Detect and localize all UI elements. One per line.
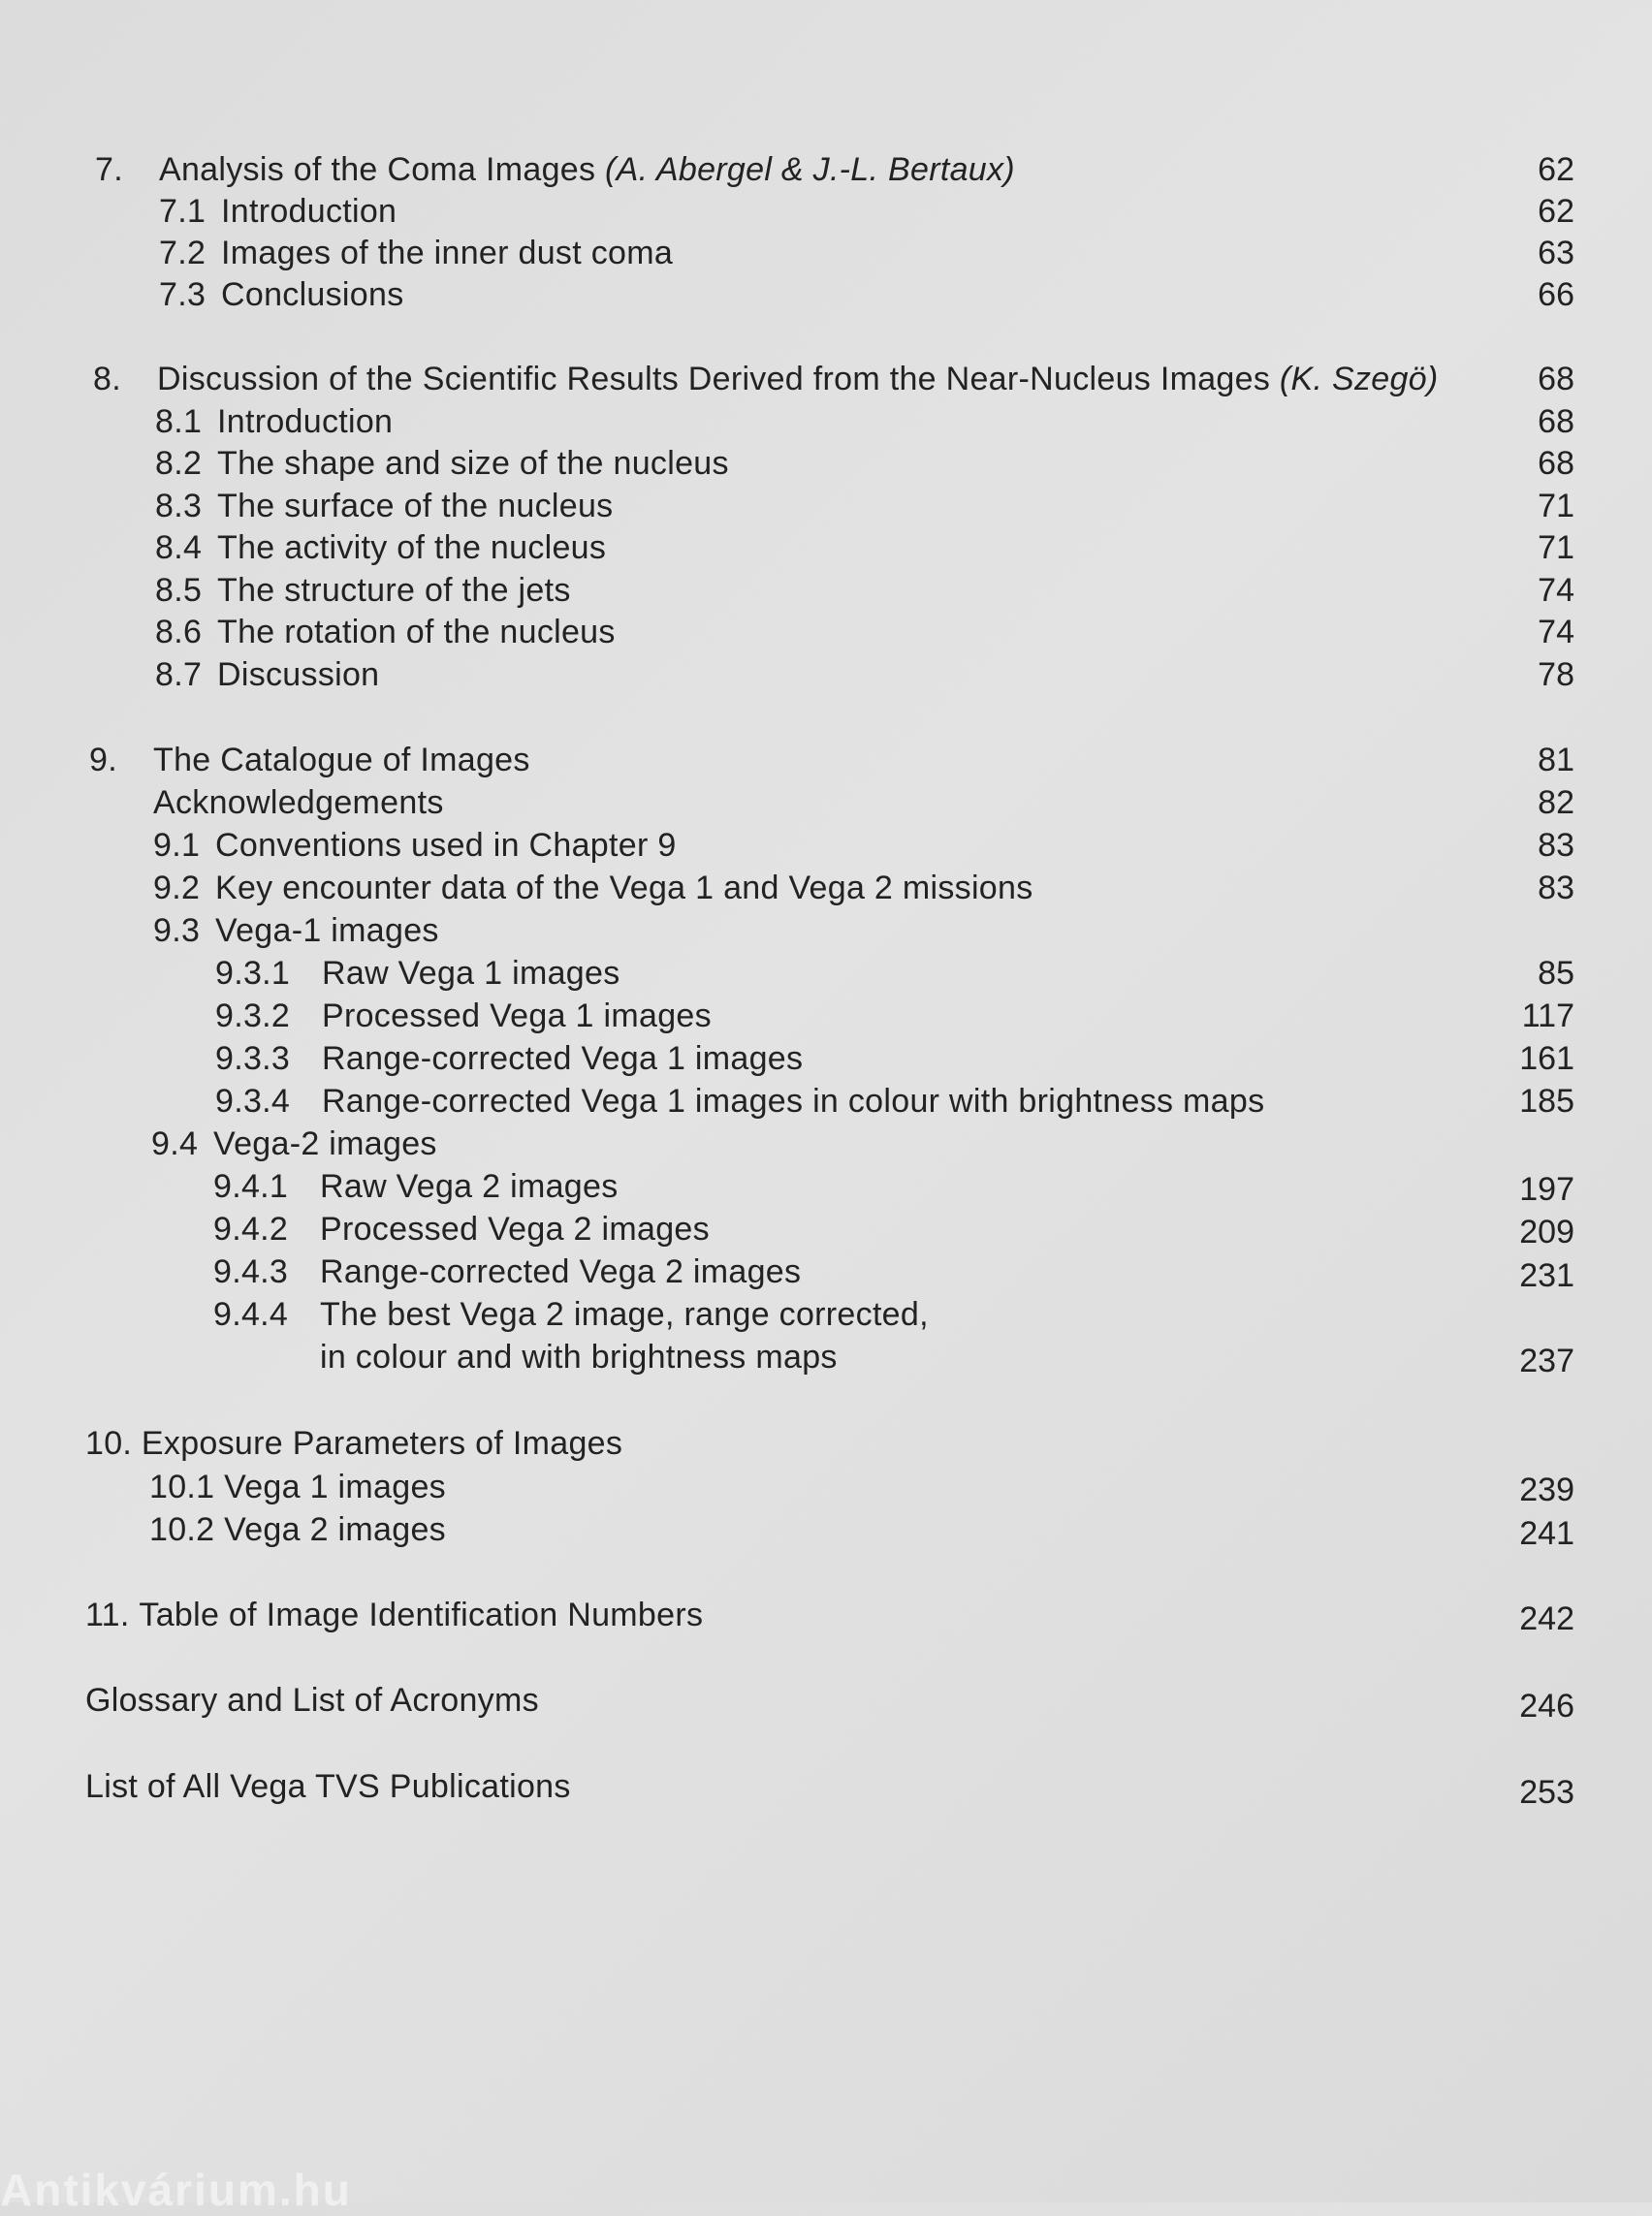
entry-title: Conclusions	[221, 276, 404, 313]
entry-title: Vega-1 images	[215, 912, 439, 949]
toc-entry-7-2	[159, 234, 673, 272]
entry-page: 83	[1538, 827, 1574, 864]
toc-entry-8	[93, 360, 1439, 398]
toc-entry-8-6	[155, 613, 616, 651]
toc-entry-8-7	[155, 655, 379, 694]
entry-title: Exposure Parameters of Images	[141, 1425, 623, 1462]
toc-entry-10	[85, 1424, 622, 1463]
entry-title: Vega 1 images	[224, 1469, 446, 1505]
toc-entry-9-3-3	[215, 1039, 803, 1078]
entry-number: 7.3	[159, 276, 206, 313]
toc-entry-acknowledgements	[153, 783, 444, 822]
entry-page: 68	[1538, 445, 1574, 482]
entry-page: 63	[1538, 235, 1574, 271]
entry-number: 7.	[95, 151, 123, 188]
entry-title: Introduction	[221, 193, 397, 230]
entry-number: 8.4	[155, 529, 203, 566]
toc-entry-9-3-1	[215, 954, 620, 993]
entry-author: (K. Szegö)	[1279, 361, 1439, 397]
entry-number: 9.4.2	[213, 1211, 289, 1248]
entry-title: The rotation of the nucleus	[217, 614, 616, 650]
entry-author: (A. Abergel & J.-L. Bertaux)	[605, 151, 1015, 188]
entry-page: 83	[1538, 870, 1574, 906]
entry-page: 82	[1538, 784, 1574, 821]
entry-page: 117	[1521, 997, 1574, 1034]
entry-number: 9.2	[153, 870, 201, 906]
entry-number: 9.3.4	[215, 1083, 291, 1120]
entry-number: 8.3	[155, 488, 203, 524]
toc-entry-9-1	[153, 826, 677, 865]
entry-number: 10.1	[149, 1469, 215, 1505]
entry-title: Processed Vega 1 images	[322, 997, 712, 1034]
entry-title: Discussion	[217, 656, 380, 693]
entry-title: Discussion of the Scientific Results Derived from the Near-Nucleus Images	[157, 361, 1280, 397]
entry-page: 241	[1519, 1515, 1574, 1552]
entry-title: Introduction	[217, 403, 394, 440]
entry-page: 74	[1538, 572, 1574, 609]
entry-number: 11.	[85, 1597, 130, 1633]
entry-page: 239	[1519, 1472, 1574, 1508]
entry-title: Analysis of the Coma Images	[159, 151, 606, 188]
toc-entry-9-4-3	[213, 1252, 801, 1291]
toc-entry-publications	[85, 1767, 571, 1806]
entry-number: 9.4.1	[213, 1168, 289, 1205]
entry-title: Range-corrected Vega 1 images	[322, 1040, 804, 1077]
entry-title: Table of Image Identification Numbers	[139, 1597, 704, 1633]
entry-title: The structure of the jets	[217, 572, 571, 609]
entry-page: 62	[1538, 193, 1574, 230]
entry-title: The best Vega 2 image, range corrected,	[320, 1296, 929, 1333]
toc-entry-9-2	[153, 869, 1033, 907]
entry-page: 209	[1519, 1214, 1574, 1250]
toc-entry-9-3-2	[215, 997, 712, 1035]
entry-page: 85	[1538, 955, 1574, 992]
entry-page: 66	[1538, 276, 1574, 313]
entry-page: 81	[1538, 742, 1574, 778]
entry-title: in colour and with brightness maps	[320, 1339, 838, 1376]
entry-title: The activity of the nucleus	[217, 529, 607, 566]
entry-title: Images of the inner dust coma	[221, 235, 674, 271]
entry-number: 9.3.2	[215, 997, 291, 1034]
entry-number: 7.1	[159, 193, 206, 230]
entry-page: 68	[1538, 361, 1574, 397]
entry-title: Vega 2 images	[224, 1511, 446, 1548]
entry-number: 8.1	[155, 403, 203, 440]
toc-entry-8-5	[155, 571, 571, 610]
entry-page: 253	[1519, 1774, 1574, 1811]
toc-entry-10-2	[149, 1510, 446, 1549]
entry-page: 231	[1519, 1257, 1574, 1294]
entry-page: 242	[1519, 1600, 1574, 1637]
watermark: Antikvárium.hu	[0, 2165, 352, 2215]
entry-page: 237	[1519, 1343, 1574, 1379]
entry-title: Raw Vega 2 images	[320, 1168, 619, 1205]
entry-number: 9.3.1	[215, 955, 291, 992]
entry-number: 10.2	[149, 1511, 215, 1548]
toc-entry-glossary	[85, 1681, 539, 1720]
entry-title: The Catalogue of Images	[153, 742, 530, 778]
entry-title: Range-corrected Vega 2 images	[320, 1253, 802, 1290]
entry-title: Vega-2 images	[213, 1125, 437, 1162]
entry-page: 74	[1538, 614, 1574, 650]
entry-page: 161	[1519, 1040, 1574, 1077]
entry-page: 68	[1538, 403, 1574, 440]
entry-title: The surface of the nucleus	[217, 488, 614, 524]
entry-page: 185	[1519, 1083, 1574, 1120]
entry-number: 8.6	[155, 614, 203, 650]
toc-entry-9-3	[153, 911, 439, 950]
entry-title: Raw Vega 1 images	[322, 955, 620, 992]
entry-number: 9.	[89, 742, 117, 778]
entry-number: 7.2	[159, 235, 206, 271]
entry-number: 9.4	[151, 1125, 199, 1162]
entry-number: 8.	[93, 361, 121, 397]
entry-page: 71	[1538, 529, 1574, 566]
entry-page: 71	[1538, 488, 1574, 524]
entry-page: 246	[1519, 1688, 1574, 1725]
entry-title: Processed Vega 2 images	[320, 1211, 710, 1248]
entry-title: Conventions used in Chapter 9	[215, 827, 677, 864]
toc-entry-7	[95, 150, 1015, 189]
toc-entry-9-4-4-continued	[320, 1338, 838, 1377]
toc-entry-9-3-4	[215, 1082, 1264, 1121]
entry-page: 62	[1538, 151, 1574, 188]
toc-entry-7-1	[159, 192, 397, 231]
entry-number: 8.7	[155, 656, 203, 693]
entry-number: 9.4.4	[213, 1296, 289, 1333]
toc-entry-8-3	[155, 487, 613, 525]
entry-title: Range-corrected Vega 1 images in colour with brightness maps	[322, 1083, 1265, 1120]
toc-entry-9-4	[151, 1124, 437, 1163]
entry-number: 8.2	[155, 445, 203, 482]
entry-title: Key encounter data of the Vega 1 and Vega 2 missions	[215, 870, 1033, 906]
entry-number: 9.1	[153, 827, 201, 864]
entry-number: 9.3	[153, 912, 201, 949]
entry-title: Glossary and List of Acronyms	[85, 1682, 539, 1719]
entry-number: 8.5	[155, 572, 203, 609]
entry-number: 9.3.3	[215, 1040, 291, 1077]
entry-title: Acknowledgements	[153, 784, 444, 821]
toc-entry-9	[89, 741, 530, 779]
toc-entry-8-2	[155, 444, 729, 483]
entry-number: 10.	[85, 1425, 133, 1462]
toc-entry-8-1	[155, 402, 393, 441]
toc-entry-10-1	[149, 1468, 446, 1506]
toc-entry-7-3	[159, 275, 404, 314]
toc-entry-9-4-4	[213, 1295, 929, 1334]
toc-entry-9-4-1	[213, 1167, 619, 1206]
toc-entry-11	[85, 1596, 703, 1634]
entry-page: 78	[1538, 656, 1574, 693]
toc-entry-9-4-2	[213, 1210, 710, 1249]
entry-number: 9.4.3	[213, 1253, 289, 1290]
entry-title: The shape and size of the nucleus	[217, 445, 729, 482]
entry-title: List of All Vega TVS Publications	[85, 1768, 571, 1805]
entry-page: 197	[1519, 1171, 1574, 1208]
toc-entry-8-4	[155, 528, 606, 567]
